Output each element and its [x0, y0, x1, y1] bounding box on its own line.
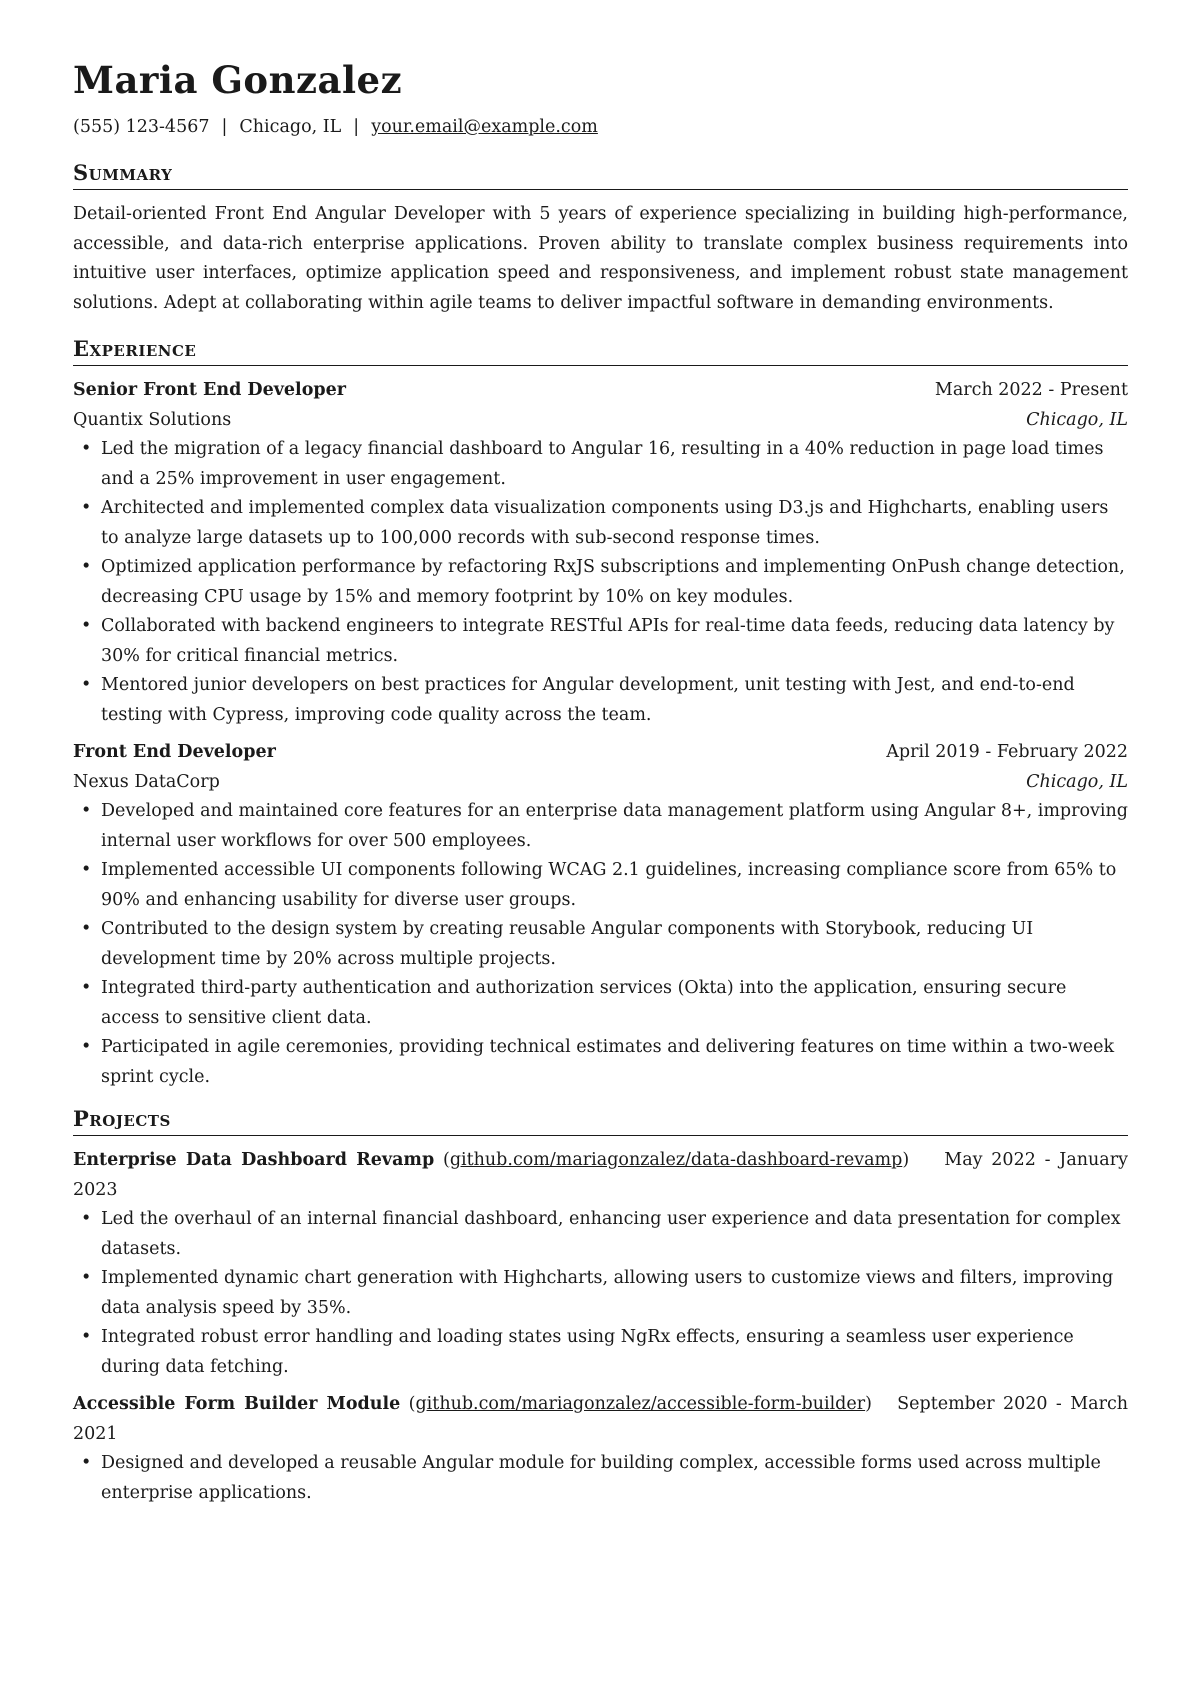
project-link[interactable]: github.com/mariagonzalez/accessible-form-builder	[415, 1394, 866, 1414]
bullet-item: • Optimized application performance by refactoring RxJS subscriptions and implementing OnPush change detection, decreasing CPU usage by 15% and memory footprint by 10% on key modules.	[73, 553, 1128, 612]
bullet-list	[73, 435, 1128, 730]
project-name: Enterprise Data Dashboard Revamp	[73, 1150, 435, 1170]
bullet-item: • Collaborated with backend engineers to integrate RESTful APIs for real-time data feeds, reducing data latency by 30% for critical financial metrics.	[73, 612, 1128, 671]
project-name: Accessible Form Builder Module	[73, 1394, 401, 1414]
experience-entry	[73, 738, 1128, 1092]
job-title: Senior Front End Developer	[73, 380, 346, 400]
bullet-item: • Integrated third-party authentication and authorization services (Okta) into the application, ensuring secure access to sensitive client data.	[73, 974, 1128, 1033]
job-dates: March 2022 - Present	[934, 380, 1128, 400]
job-dates: April 2019 - February 2022	[886, 742, 1128, 762]
email-link[interactable]: your.email@example.com	[371, 117, 598, 137]
bullet-item: • Designed and developed a reusable Angular module for building complex, accessible forms used across multiple enterprise applications.	[73, 1449, 1128, 1508]
contact-line	[73, 114, 1128, 140]
location: Chicago, IL	[239, 117, 342, 137]
bullet-list	[73, 1449, 1128, 1508]
bullet-item: • Integrated robust error handling and loading states using NgRx effects, ensuring a seamless user experience during data fetching.	[73, 1323, 1128, 1382]
phone-number: (555) 123-4567	[73, 117, 210, 137]
bullet-list	[73, 1205, 1128, 1382]
bullet-item: • Contributed to the design system by creating reusable Angular components with Storybook, reducing UI development time by 20% across multiple projects.	[73, 915, 1128, 974]
separator: |	[221, 117, 228, 137]
experience-entry	[73, 376, 1128, 730]
bullet-item: • Led the overhaul of an internal financial dashboard, enhancing user experience and data presentation for complex datasets.	[73, 1205, 1128, 1264]
summary-text: Detail-oriented Front End Angular Developer with 5 years of experience specializing in building high-performance, accessible, and data-rich enterprise applications. Proven ability to translate complex business requirements into intuitive user interfaces, optimize application speed and responsiveness, and implement robust state management solutions. Adept at collaborating within agile teams to deliver impactful software in demanding environments.	[73, 204, 1128, 313]
company-name: Quantix Solutions	[73, 409, 232, 430]
job-location: Chicago, IL	[1026, 409, 1128, 430]
bullet-item: • Developed and maintained core features for an enterprise data management platform using Angular 8+, improving internal user workflows for over 500 employees.	[73, 797, 1128, 856]
experience-heading: Experience	[73, 336, 1128, 366]
candidate-name: Maria Gonzalez	[73, 58, 403, 102]
resume-page	[73, 58, 1128, 1508]
bullet-item: • Participated in agile ceremonies, providing technical estimates and delivering features on time within a two-week sprint cycle.	[73, 1033, 1128, 1092]
bullet-item: • Architected and implemented complex data visualization components using D3.js and Highcharts, enabling users to analyze large datasets up to 100,000 records with sub-second response times.	[73, 494, 1128, 553]
project-dates: September 2020 - March 2021	[73, 1394, 1129, 1444]
bullet-item: • Mentored junior developers on best practices for Angular development, unit testing with Jest, and end-to-end testing with Cypress, improving code quality across the team.	[73, 671, 1128, 730]
bullet-list	[73, 797, 1128, 1092]
project-link[interactable]: github.com/mariagonzalez/data-dashboard-revamp	[449, 1150, 903, 1170]
bullet-item: • Implemented dynamic chart generation with Highcharts, allowing users to customize views and filters, improving data analysis speed by 35%.	[73, 1264, 1128, 1323]
summary-heading: Summary	[73, 160, 1128, 190]
project-entry: Accessible Form Builder Module (github.com/mariagonzalez/accessible-form-builder) September 2020 - March 2021 • Designed and developed a reusable Angular module for building complex, accessible forms used across multiple enterprise applications.	[73, 1390, 1128, 1508]
project-dates: May 2022 - January 2023	[73, 1150, 1128, 1200]
bullet-item: • Implemented accessible UI components following WCAG 2.1 guidelines, increasing compliance score from 65% to 90% and enhancing usability for diverse user groups.	[73, 856, 1128, 915]
job-location: Chicago, IL	[1026, 771, 1128, 792]
projects-heading: Projects	[73, 1106, 1128, 1136]
separator: |	[353, 117, 360, 137]
job-title: Front End Developer	[73, 742, 276, 762]
company-name: Nexus DataCorp	[73, 771, 220, 792]
project-entry: Enterprise Data Dashboard Revamp (github.com/mariagonzalez/data-dashboard-revamp) May 2022 - January 2023 • Led the overhaul of an internal financial dashboard, enhancing user experience and data presentation for complex datasets. • Implemented dynamic chart generation with Highcharts, allowing users to customize views and filters, improving data analysis speed by 35%. • Integrated robust error handling and loading states using NgRx effects, ensuring a seamless user experience during data fetching.	[73, 1146, 1128, 1382]
bullet-item: • Led the migration of a legacy financial dashboard to Angular 16, resulting in a 40% reduction in page load times and a 25% improvement in user engagement.	[73, 435, 1128, 494]
